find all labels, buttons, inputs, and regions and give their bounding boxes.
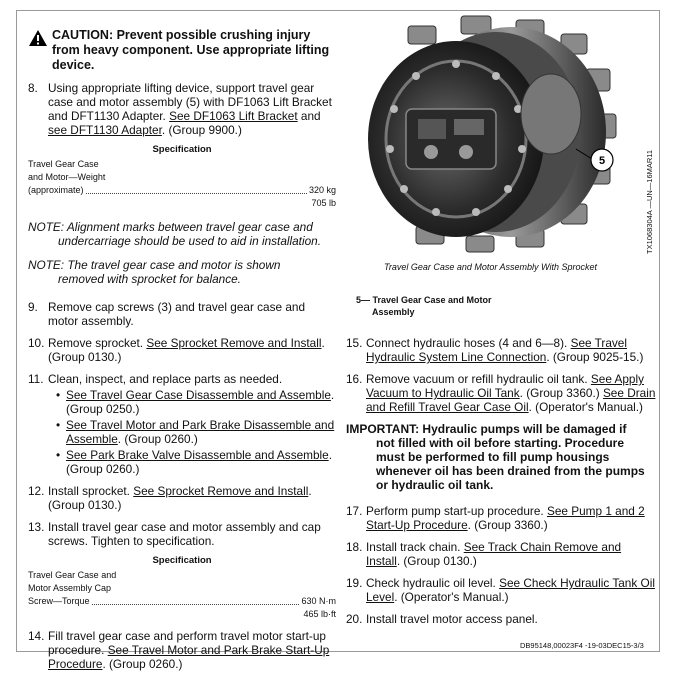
note-line: undercarriage should be used to aid in installation. <box>58 234 321 248</box>
travel-motor-illustration <box>346 14 648 259</box>
spec-title: Specification <box>152 144 212 155</box>
step-body: . (Group 9025-15.) <box>546 350 644 364</box>
step-text <box>366 372 656 414</box>
bullet-list <box>56 388 336 476</box>
step-number: 13. <box>28 520 45 534</box>
step-text: Install travel gear case and motor assembly and cap screws. Tighten to specification. <box>48 520 321 548</box>
spec-label: Motor Assembly Cap <box>28 583 112 593</box>
note-line: removed with sprocket for balance. <box>58 272 241 286</box>
step-number: 19. <box>346 576 363 590</box>
step-12 <box>28 484 336 512</box>
right-column <box>346 336 656 626</box>
link-motor-park-brake-disassemble[interactable]: See Travel Motor and Park Brake Disassemble and Assemble <box>66 418 335 446</box>
link-check-oil-level[interactable]: See Check Hydraulic Tank Oil Level <box>366 576 655 604</box>
step-body: Remove vacuum or refill hydraulic oil tank. <box>366 372 591 386</box>
link-motor-startup-procedure[interactable]: See Travel Motor and Park Brake Start-Up Procedure <box>48 643 330 671</box>
link-park-brake-valve-disassemble[interactable]: See Park Brake Valve Disassemble and Assemble <box>66 448 329 462</box>
step-15 <box>346 336 656 364</box>
step-11 <box>28 372 336 386</box>
step-16 <box>346 372 656 414</box>
spec-value: 465 lb·ft <box>303 609 336 619</box>
leader-dots <box>86 193 307 194</box>
note-alignment <box>28 220 336 248</box>
step-text <box>48 629 336 671</box>
specification-weight <box>28 143 336 210</box>
step-number: 18. <box>346 540 363 554</box>
step-text <box>48 484 336 512</box>
step-body: Perform pump start-up procedure. <box>366 504 547 518</box>
spec-value: 320 kg <box>308 185 336 195</box>
link-drain-refill-oil[interactable]: See Drain and Refill Travel Gear Case Oil <box>366 386 656 414</box>
link-track-chain[interactable]: See Track Chain Remove and Install <box>366 540 622 568</box>
bullet-tail: . (Group 0250.) <box>66 388 335 416</box>
link-gear-case-disassemble[interactable]: See Travel Gear Case Disassemble and Assemble <box>66 388 331 402</box>
step-body: Using appropriate lifting device, support travel gear case and motor assembly (5) with DF1063 Lift Bracket and DFT1130 Adapter. <box>48 81 332 123</box>
step-body: . (Group 3360.) <box>519 386 603 400</box>
figure-caption: Travel Gear Case and Motor Assembly With Sprocket <box>384 262 597 272</box>
step-text <box>366 336 656 364</box>
step-body: . (Group 0130.) <box>48 336 325 364</box>
step-text: Remove cap screws (3) and travel gear case and motor assembly. <box>48 300 306 328</box>
link-df1063-lift-bracket[interactable]: See DF1063 Lift Bracket <box>169 109 298 123</box>
link-sprocket-remove-install[interactable]: See Sprocket Remove and Install <box>146 336 322 350</box>
spec-row <box>28 184 336 197</box>
spec-title: Specification <box>152 555 212 566</box>
link-sprocket-remove-install-2[interactable]: See Sprocket Remove and Install <box>133 484 309 498</box>
link-hydraulic-line-connection[interactable]: See Travel Hydraulic System Line Connection <box>366 336 627 364</box>
step-text <box>366 504 656 532</box>
step-body: Fill travel gear case and perform travel motor start-up procedure. <box>48 629 326 657</box>
step-body: . (Operator's Manual.) <box>394 590 509 604</box>
spec-label: and Motor—Weight <box>28 172 106 182</box>
step-body: Check hydraulic oil level. <box>366 576 500 590</box>
leader-dots <box>92 604 300 605</box>
step-number: 20. <box>346 612 363 626</box>
step-text <box>48 81 336 137</box>
spec-value: 630 N·m <box>301 596 336 606</box>
spec-label: (approximate) <box>28 185 84 195</box>
spec-label: Travel Gear Case <box>28 159 99 169</box>
bullet-tail: . (Group 0260.) <box>66 448 332 476</box>
step-number: 10. <box>28 336 45 350</box>
step-10 <box>28 336 336 364</box>
warning-triangle-icon <box>28 29 48 47</box>
step-text <box>366 540 656 568</box>
spec-label: Screw—Torque <box>28 596 90 606</box>
bullet-item <box>56 418 336 446</box>
caution-block <box>28 28 336 73</box>
note-line: NOTE: Alignment marks between travel gear case and <box>28 220 313 234</box>
spec-value: 705 lb <box>311 198 336 208</box>
step-text <box>48 336 336 364</box>
left-column <box>28 28 336 671</box>
specification-torque <box>28 554 336 621</box>
link-pump-startup[interactable]: See Pump 1 and 2 Start-Up Procedure <box>366 504 645 532</box>
spec-label: Travel Gear Case and <box>28 570 117 580</box>
step-body: . (Group 0130.) <box>396 554 477 568</box>
figure-side-code: TX1068304A —UN—16MAR11 <box>645 149 654 254</box>
step-body: and <box>297 109 321 123</box>
step-body: . (Group 9900.) <box>161 123 242 137</box>
step-9 <box>28 300 336 328</box>
link-apply-vacuum[interactable]: See Apply Vacuum to Hydraulic Oil Tank <box>366 372 645 400</box>
step-number: 16. <box>346 372 363 386</box>
step-number: 15. <box>346 336 363 350</box>
important-line: IMPORTANT: Hydraulic pumps will be damaged if <box>346 422 627 436</box>
callout-number: 5 <box>598 155 606 167</box>
step-body: . (Group 3360.) <box>467 518 548 532</box>
step-text: Clean, inspect, and replace parts as needed. <box>48 372 283 386</box>
note-line: NOTE: The travel gear case and motor is shown <box>28 258 281 272</box>
spec-row <box>28 595 336 608</box>
step-text: Install travel motor access panel. <box>366 612 538 626</box>
note-sprocket <box>28 258 336 286</box>
link-dft1130-adapter[interactable]: see DFT1130 Adapter <box>48 123 162 137</box>
step-17 <box>346 504 656 532</box>
step-body: . (Group 0130.) <box>48 484 312 512</box>
important-line: not filled with oil before starting. Procedure must be performed to fill pump housings whenever oil has been drained from the pumps or hydraulic oil tank. <box>376 436 645 492</box>
bullet-tail: . (Group 0260.) <box>117 432 198 446</box>
caution-text: CAUTION: Prevent possible crushing injury from heavy component. Use appropriate lifting device. <box>52 28 330 72</box>
step-8 <box>28 81 336 137</box>
step-number: 17. <box>346 504 363 518</box>
step-18 <box>346 540 656 568</box>
step-text <box>366 576 656 604</box>
step-13 <box>28 520 336 548</box>
step-number: 12. <box>28 484 45 498</box>
travel-gear-case-photo <box>346 14 648 259</box>
step-14 <box>28 629 336 671</box>
bullet-item <box>56 448 336 476</box>
step-body: Connect hydraulic hoses (4 and 6—8). <box>366 336 571 350</box>
legend-line: Assembly <box>372 307 415 317</box>
document-footer-code: DB95148,00023F4 -19-03DEC15-3/3 <box>520 641 644 650</box>
step-body: . (Group 0260.) <box>102 657 183 671</box>
step-body: Install track chain. <box>366 540 464 554</box>
bullet-item <box>56 388 336 416</box>
legend-line: 5— Travel Gear Case and Motor <box>356 295 492 305</box>
step-body: Install sprocket. <box>48 484 134 498</box>
step-body: . (Operator's Manual.) <box>528 400 643 414</box>
step-number: 14. <box>28 629 45 643</box>
step-19 <box>346 576 656 604</box>
step-20 <box>346 612 656 626</box>
step-number: 9. <box>28 300 38 314</box>
step-number: 11. <box>28 372 44 386</box>
step-body: Remove sprocket. <box>48 336 147 350</box>
important-notice <box>346 422 656 492</box>
step-number: 8. <box>28 81 38 95</box>
figure-legend <box>356 294 492 318</box>
